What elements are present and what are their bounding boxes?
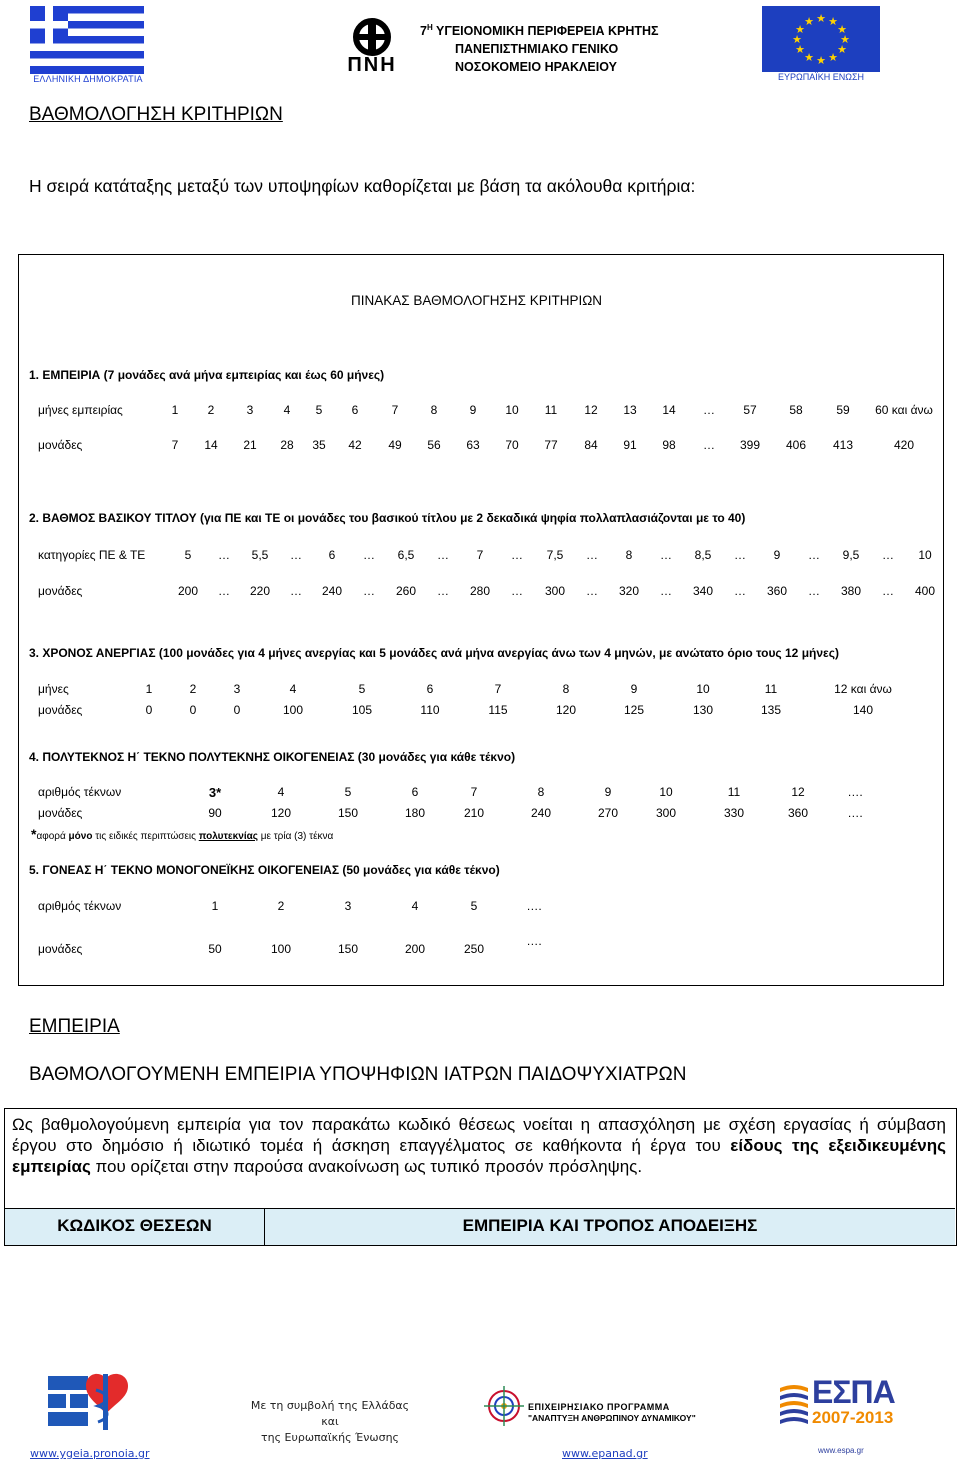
table-cell: 4 xyxy=(277,785,285,799)
table-cell: 50 xyxy=(208,942,222,956)
table-cell: 210 xyxy=(463,806,485,820)
table-cell: 9 xyxy=(604,785,612,799)
table-cell: 14 xyxy=(662,403,676,417)
table-cell: 8 xyxy=(430,403,438,417)
table-cell: 406 xyxy=(785,438,807,452)
table-cell: 150 xyxy=(337,942,359,956)
table-cell: 0 xyxy=(145,703,153,717)
table-cell: … xyxy=(882,548,894,562)
table-cell: … xyxy=(218,548,230,562)
table-cell: 28 xyxy=(280,438,294,452)
criterion5-row2-label: μονάδες xyxy=(38,942,83,956)
svg-text:★: ★ xyxy=(804,15,814,28)
criterion1-heading: 1. ΕΜΠΕΙΡΙΑ (7 μονάδες ανά μήνα εμπειρίας και έως 60 μήνες) xyxy=(29,368,385,382)
table-cell: 6 xyxy=(426,682,434,696)
table-cell: 100 xyxy=(282,703,304,717)
contribution-line2: και xyxy=(321,1415,339,1428)
hospital-line2: ΠΑΝΕΠΙΣΤΗΜΙΑΚΟ ΓΕΝΙΚΟ xyxy=(455,42,619,57)
table-cell: … xyxy=(586,584,598,598)
table-cell: 6 xyxy=(351,403,359,417)
table-cell: 400 xyxy=(914,584,936,598)
epanad-logo xyxy=(482,1384,526,1428)
table-cell: 280 xyxy=(469,584,491,598)
experience-section-title: ΕΜΠΕΙΡΙΑ xyxy=(29,1016,120,1037)
table-cell: … xyxy=(290,584,302,598)
svg-text:★: ★ xyxy=(816,12,826,25)
table-cell: … xyxy=(703,438,715,452)
table-cell: 0 xyxy=(189,703,197,717)
table-cell: 10 xyxy=(505,403,519,417)
table-cell: 13 xyxy=(623,403,637,417)
espa-title: ΕΣΠΑ xyxy=(812,1374,895,1410)
table-cell: 59 xyxy=(836,403,850,417)
table-cell: 100 xyxy=(270,942,292,956)
criterion2-heading: 2. ΒΑΘΜΟΣ ΒΑΣΙΚΟΥ ΤΙΤΛΟΥ (για ΠΕ και ΤΕ οι μονάδες του βασικού τίτλου με 2 δεκαδικά ψηφία πολλαπλασιάζονται με το 40) xyxy=(29,511,746,525)
pagni-logo-text: ΠΝΗ xyxy=(347,54,397,76)
eu-flag-logo xyxy=(762,6,880,78)
table-cell: … xyxy=(660,584,672,598)
table-cell: 4 xyxy=(411,899,419,913)
table-cell: 2 xyxy=(277,899,285,913)
table-cell: 4 xyxy=(283,403,291,417)
table-cell: 8 xyxy=(625,548,633,562)
table-cell: 9 xyxy=(630,682,638,696)
table-cell: 90 xyxy=(208,806,222,820)
table-cell: 4 xyxy=(289,682,297,696)
svg-text:★: ★ xyxy=(828,15,838,28)
table-cell: 7 xyxy=(391,403,399,417)
table-cell: 11 xyxy=(764,682,778,696)
epanad-line1: ΕΠΙΧΕΙΡΗΣΙΑΚΟ ΠΡΟΓΡΑΜΜΑ xyxy=(528,1402,670,1412)
criterion4-note: *αφορά μόνο τις ειδικές περιπτώσεις πολυτεκνίας με τρία (3) τέκνα xyxy=(31,826,334,842)
table-cell: 8 xyxy=(537,785,545,799)
criterion3-row1-label: μήνες xyxy=(38,682,69,696)
table-cell: 7 xyxy=(470,785,478,799)
table-cell: 49 xyxy=(388,438,402,452)
criterion3-row2-label: μονάδες xyxy=(38,703,83,717)
table-cell: … xyxy=(437,584,449,598)
table-cell: 260 xyxy=(395,584,417,598)
criteria-table-title: ΠΙΝΑΚΑΣ ΒΑΘΜΟΛΟΓΗΣΗΣ ΚΡΙΤΗΡΙΩΝ xyxy=(351,293,603,308)
epanad-line2: "ΑΝΑΠΤΥΞΗ ΑΝΘΡΩΠΙΝΟΥ ΔΥΝΑΜΙΚΟΥ" xyxy=(528,1413,696,1423)
svg-text:★: ★ xyxy=(804,51,814,64)
table-cell: 120 xyxy=(555,703,577,717)
criterion4-heading: 4. ΠΟΛΥΤΕΚΝΟΣ Η΄ ΤΕΚΝΟ ΠΟΛΥΤΕΚΝΗΣ ΟΙΚΟΓΕΝΕΙΑΣ (30 μονάδες για κάθε τέκνο) xyxy=(29,750,516,764)
table-cell: … xyxy=(734,584,746,598)
table-cell: 12 xyxy=(584,403,598,417)
table-cell: 10 xyxy=(918,548,932,562)
svg-text:★: ★ xyxy=(816,54,826,67)
table-cell: 98 xyxy=(662,438,676,452)
criterion5-row1-label: αριθμός τέκνων xyxy=(38,899,122,913)
table-cell: 8,5 xyxy=(694,548,712,562)
table-cell: 9 xyxy=(469,403,477,417)
espa-flag-icon xyxy=(778,1382,810,1428)
table-cell: 63 xyxy=(466,438,480,452)
table-cell: 3* xyxy=(208,785,222,800)
table-cell: 10 xyxy=(659,785,673,799)
table-cell: … xyxy=(808,584,820,598)
criterion1-row1-label: μήνες εμπειρίας xyxy=(38,403,123,417)
table-cell: 399 xyxy=(739,438,761,452)
svg-text:★: ★ xyxy=(792,33,802,46)
table-cell: 5,5 xyxy=(251,548,269,562)
table-cell: 12 και άνω xyxy=(834,682,892,696)
criterion1-row2-label: μονάδες xyxy=(38,438,83,452)
table-cell: 420 xyxy=(893,438,915,452)
table-cell: 6 xyxy=(328,548,336,562)
table-cell: 35 xyxy=(312,438,326,452)
table-cell: 250 xyxy=(463,942,485,956)
epanad-title xyxy=(528,1402,696,1424)
table-cell: 5 xyxy=(344,785,352,799)
table-cell: 220 xyxy=(249,584,271,598)
table-cell: …. xyxy=(847,806,863,820)
table-cell: 380 xyxy=(840,584,862,598)
table-cell: 12 xyxy=(791,785,805,799)
table-cell: 5 xyxy=(315,403,323,417)
table-cell: 320 xyxy=(618,584,640,598)
table-cell: 10 xyxy=(696,682,710,696)
table-cell: …. xyxy=(847,785,863,799)
table-cell: …. xyxy=(526,899,542,913)
table-cell: 7 xyxy=(171,438,179,452)
table-cell: … xyxy=(660,548,672,562)
table-cell: 360 xyxy=(766,584,788,598)
table-cell: 5 xyxy=(358,682,366,696)
table-cell: … xyxy=(218,584,230,598)
table-cell: 240 xyxy=(321,584,343,598)
table-cell: 1 xyxy=(171,403,179,417)
table-cell: … xyxy=(511,584,523,598)
table-cell: 1 xyxy=(211,899,219,913)
table-cell: 58 xyxy=(789,403,803,417)
table-cell: … xyxy=(586,548,598,562)
table-cell: … xyxy=(703,403,715,417)
table-cell: … xyxy=(363,548,375,562)
table-cell: 413 xyxy=(832,438,854,452)
intro-text: Η σειρά κατάταξης μεταξύ των υποψηφίων καθορίζεται με βάση τα ακόλουθα κριτήρια: xyxy=(29,176,696,196)
svg-text:★: ★ xyxy=(828,51,838,64)
table-cell: 9 xyxy=(773,548,781,562)
table-cell: 300 xyxy=(544,584,566,598)
table-cell: 0 xyxy=(233,703,241,717)
table-cell: 270 xyxy=(597,806,619,820)
criterion4-row2-label: μονάδες xyxy=(38,806,83,820)
table-cell: 150 xyxy=(337,806,359,820)
ministry-logo xyxy=(48,1370,140,1440)
table-cell: 5 xyxy=(184,548,192,562)
table-cell: 1 xyxy=(145,682,153,696)
table-cell: 7 xyxy=(476,548,484,562)
table-cell: 330 xyxy=(723,806,745,820)
footer-contribution-text xyxy=(240,1398,420,1446)
table-cell: 9,5 xyxy=(842,548,860,562)
table-cell: 8 xyxy=(562,682,570,696)
column-header-code: ΚΩΔΙΚΟΣ ΘΕΣΕΩΝ xyxy=(57,1216,212,1235)
svg-text:★: ★ xyxy=(795,43,805,56)
criterion3-heading: 3. ΧΡΟΝΟΣ ΑΝΕΡΓΙΑΣ (100 μονάδες για 4 μήνες ανεργίας και 5 μονάδες ανά μήνα ανεργίας άνω των 4 μηνών, με ανώτατο όριο τους 12 μήνες) xyxy=(29,646,839,660)
table-cell: 340 xyxy=(692,584,714,598)
table-cell: 140 xyxy=(852,703,874,717)
table-cell: 200 xyxy=(404,942,426,956)
table-cell: 77 xyxy=(544,438,558,452)
table-cell: 56 xyxy=(427,438,441,452)
espa-url: www.espa.gr xyxy=(818,1446,864,1455)
table-cell: … xyxy=(437,548,449,562)
eu-caption: ΕΥΡΩΠΑΪΚΗ ΕΝΩΣΗ xyxy=(777,72,865,82)
criteria-section-title: ΒΑΘΜΟΛΟΓΗΣΗ ΚΡΙΤΗΡΙΩΝ xyxy=(29,104,283,125)
table-cell: … xyxy=(882,584,894,598)
table-cell: 6 xyxy=(411,785,419,799)
table-cell: 11 xyxy=(544,403,558,417)
table-cell: 3 xyxy=(246,403,254,417)
table-cell: 42 xyxy=(348,438,362,452)
criterion2-row1-label: κατηγορίες ΠΕ & ΤΕ xyxy=(38,548,146,562)
hospital-line1: $7^H$ ΥΓΕΙΟΝΟΜΙΚΗ ΠΕΡΙΦΕΡΕΙΑ ΚΡΗΤΗΣ xyxy=(420,23,659,39)
table-cell: 300 xyxy=(655,806,677,820)
table-cell: 60 και άνω xyxy=(875,403,933,417)
greek-republic-caption: ΕΛΛΗΝΙΚΗ ΔΗΜΟΚΡΑΤΙΑ xyxy=(33,74,143,84)
table-cell: 240 xyxy=(530,806,552,820)
column-header-experience: ΕΜΠΕΙΡΙΑ ΚΑΙ ΤΡΟΠΟΣ ΑΠΟΔΕΙΞΗΣ xyxy=(462,1216,758,1235)
espa-years: 2007-2013 xyxy=(812,1408,894,1427)
criterion4-row1-label: αριθμός τέκνων xyxy=(38,785,122,799)
table-cell: … xyxy=(363,584,375,598)
hospital-line3: ΝΟΣΟΚΟΜΕΙΟ ΗΡΑΚΛΕΙΟΥ xyxy=(455,60,617,75)
table-cell: 115 xyxy=(488,703,508,717)
criterion2-row2-label: μονάδες xyxy=(38,584,83,598)
table-cell: 11 xyxy=(727,785,741,799)
contribution-line3: της Ευρωπαϊκής Ένωσης xyxy=(260,1431,400,1444)
table-cell: 5 xyxy=(470,899,478,913)
ygeia-link[interactable]: www.ygeia.pronoia.gr xyxy=(30,1447,150,1460)
table-cell: 120 xyxy=(270,806,292,820)
experience-subtitle: ΒΑΘΜΟΛΟΓΟΥΜΕΝΗ ΕΜΠΕΙΡΙΑ ΥΠΟΨΗΦΙΩΝ ΙΑΤΡΩΝ ΠΑΙΔΟΨΥΧΙΑΤΡΩΝ xyxy=(29,1064,687,1085)
table-cell: 70 xyxy=(505,438,519,452)
table-cell: 105 xyxy=(351,703,373,717)
table-cell: 21 xyxy=(243,438,257,452)
table-cell: 2 xyxy=(189,682,197,696)
table-cell: 84 xyxy=(584,438,598,452)
table-cell: 130 xyxy=(692,703,714,717)
criterion5-heading: 5. ΓΟΝΕΑΣ Η΄ ΤΕΚΝΟ ΜΟΝΟΓΟΝΕΪΚΗΣ ΟΙΚΟΓΕΝΕΙΑΣ (50 μονάδες για κάθε τέκνο) xyxy=(29,863,500,877)
table-cell: 180 xyxy=(404,806,426,820)
table-cell: 2 xyxy=(207,403,215,417)
table-cell: 57 xyxy=(743,403,757,417)
table-cell: 6,5 xyxy=(397,548,415,562)
table-cell: 200 xyxy=(177,584,199,598)
table-cell: 125 xyxy=(623,703,645,717)
table-cell: 7,5 xyxy=(546,548,564,562)
table-cell: … xyxy=(734,548,746,562)
epanad-link[interactable]: www.epanad.gr xyxy=(562,1447,648,1460)
svg-text:★: ★ xyxy=(840,33,850,46)
table-cell: 14 xyxy=(204,438,218,452)
table-cell: 360 xyxy=(787,806,809,820)
table-cell: 3 xyxy=(233,682,241,696)
experience-description: Ως βαθμολογούμενη εμπειρία για τον παρακάτω κωδικό θέσεως νοείται η απασχόληση με σχέση εργασίας ή σύμβαση έργου στο δημόσιο ή ιδιωτικό τομέα ή άσκηση επαγγέλματος σε καθήκοντα ή έργα του είδους της εξειδικευμένης εμπειρίας που ορίζεται στην παρούσα ανακοίνωση ως τυπικό προσόν πρόσληψης. xyxy=(12,1115,946,1176)
table-cell: 110 xyxy=(420,703,440,717)
table-cell: … xyxy=(511,548,523,562)
table-cell: … xyxy=(290,548,302,562)
table-cell: 91 xyxy=(623,438,637,452)
contribution-line1: Με τη συμβολή της Ελλάδας xyxy=(250,1399,410,1412)
hospital-name xyxy=(420,19,680,76)
table-cell: …. xyxy=(526,934,542,948)
table-cell: 135 xyxy=(760,703,782,717)
svg-text:★: ★ xyxy=(837,43,847,56)
table-cell: 7 xyxy=(494,682,502,696)
table-cell: 3 xyxy=(344,899,352,913)
svg-text:★: ★ xyxy=(795,23,805,36)
table-cell: … xyxy=(808,548,820,562)
svg-text:★: ★ xyxy=(837,23,847,36)
